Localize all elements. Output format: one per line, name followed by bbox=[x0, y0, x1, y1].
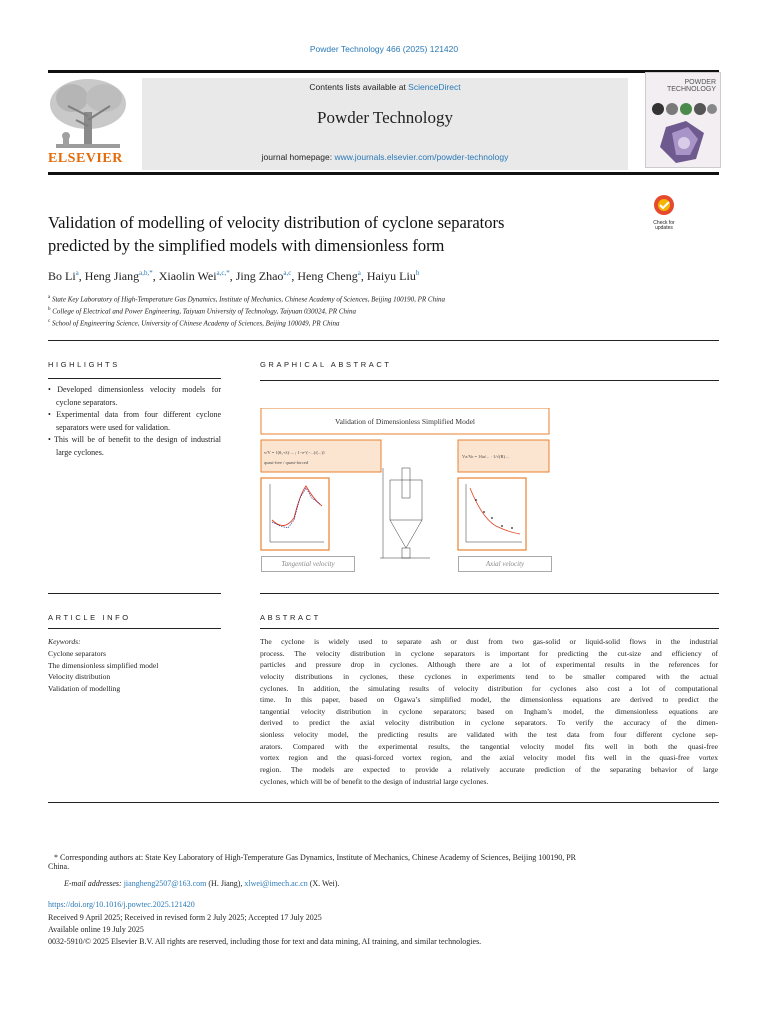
affiliation-c: $^c$ School of Engineering Science, University of Chinese Academy of Sciences, Beijing 100049, PR China bbox=[48, 319, 340, 328]
header-bottom-rule bbox=[48, 172, 719, 175]
author-affiliation-marker: a,c,* bbox=[216, 269, 230, 277]
received-dates: Received 9 April 2025; Received in revised form 2 July 2025; Accepted 17 July 2025 bbox=[48, 913, 322, 922]
author-affiliation-marker: a,b,* bbox=[139, 269, 153, 277]
check-for-updates-badge[interactable] bbox=[648, 194, 680, 231]
author-list: Bo Li$^a$, Heng Jiang$^{a,b,*}$, Xiaolin Wei$^{a,c,*}$, Jing Zhao$^{a,c}$, Heng Cheng$^a$, Haiyu Liu$^b$ bbox=[48, 269, 420, 283]
author-name[interactable]: Heng Jiang bbox=[84, 269, 140, 283]
doi-link[interactable]: https://doi.org/10.1016/j.powtec.2025.121420 bbox=[48, 900, 195, 909]
contents-line: Contents lists available at ScienceDirect bbox=[309, 82, 461, 92]
abstract-line: derived to predict the axial velocity distribution in cyclone separators. To verify the accuracy of the dimen- bbox=[260, 718, 718, 728]
sciencedirect-link[interactable]: ScienceDirect bbox=[408, 82, 461, 92]
author-affiliation-marker: a,c bbox=[283, 269, 292, 277]
graphical-abstract-rule bbox=[260, 380, 719, 381]
article-info-heading: ARTICLE INFO bbox=[48, 613, 131, 622]
highlight-item: • Developed dimensionless velocity models for cyclone separators. bbox=[48, 385, 221, 407]
ga-left-caption: Tangential velocity bbox=[261, 556, 355, 572]
abstract-line: The cyclone is widely used to separate ash or dust from two gas-solid or liquid-solid flows in the industrial bbox=[260, 637, 718, 646]
check-updates-label: Check for updates bbox=[653, 220, 675, 231]
check-updates-icon bbox=[648, 194, 680, 216]
highlights-rule bbox=[48, 378, 221, 379]
available-online: Available online 19 July 2025 bbox=[48, 925, 144, 934]
ga-right-caption: Axial velocity bbox=[458, 556, 552, 572]
author-name[interactable]: Heng Cheng bbox=[297, 269, 358, 283]
email-line: E-mail addresses: jiangheng2507@163.com (H. Jiang), xlwei@imech.ac.cn (X. Wei). bbox=[64, 879, 340, 888]
cover-artwork bbox=[646, 99, 720, 167]
journal-name: Powder Technology bbox=[317, 108, 453, 127]
highlights-heading: HIGHLIGHTS bbox=[48, 360, 120, 369]
publisher-name[interactable]: ELSEVIER bbox=[48, 151, 123, 166]
ga-right-equation: Vz/Vo = 16a/... · 1/√(R) ... bbox=[462, 454, 510, 459]
header-top-rule bbox=[48, 70, 719, 73]
cover-title: POWDER TECHNOLOGY bbox=[666, 79, 716, 93]
journal-cover[interactable] bbox=[645, 72, 721, 168]
highlights-list bbox=[48, 384, 221, 460]
ga-left-equation: v/V = {(θ₁+λ)·... ; 1−e^(−...)/(...)} bbox=[264, 450, 326, 455]
cyclone-sketch bbox=[380, 468, 430, 558]
abstract-rule bbox=[260, 628, 719, 629]
ga-left-equation-2: quasi-free / quasi-forced bbox=[264, 460, 308, 465]
abstract-line: time. In this paper, based on Ogawa’s simplified model, the dimensionless equations are derived to predict the bbox=[260, 695, 718, 705]
abstract-line: tangential velocity distribution in cyclone separators; based on Ingham’s model, the dimensionless equations are bbox=[260, 706, 718, 716]
abstract-heading: ABSTRACT bbox=[260, 613, 321, 622]
author-name[interactable]: Haiyu Liu bbox=[366, 269, 416, 283]
ga-banner-text: Validation of Dimensionless Simplified Model bbox=[335, 417, 475, 426]
journal-reference[interactable]: Powder Technology 466 (2025) 121420 bbox=[309, 44, 459, 54]
email-link-jiang[interactable]: jiangheng2507@163.com bbox=[123, 879, 207, 888]
homepage-line: journal homepage: www.journals.elsevier.com/powder-technology bbox=[261, 152, 509, 162]
abstract-line: velocity distributions in cyclones, these cyclones in experiments tend to be smaller compared with the actual bbox=[260, 671, 718, 681]
corresponding-author-note: * Corresponding authors at: State Key Laboratory of High-Temperature Gas Dynamics, Institute of Mechanics, Chinese Academy of Sciences, Beijing 100190, PR China. bbox=[48, 853, 576, 871]
highlight-item: • This will be of benefit to the design of industrial large cyclones. bbox=[48, 435, 222, 457]
abstract-line: process. The velocity distribution in cyclone separators is important for predicting the cut-size and efficiency of bbox=[260, 648, 718, 658]
author-affiliation-marker: a bbox=[357, 269, 361, 277]
affiliation-rule bbox=[48, 340, 719, 341]
keywords-block bbox=[48, 636, 158, 695]
copyright-line: 0032-5910/© 2025 Elsevier B.V. All rights are reserved, including those for text and data mining, AI training, and similar technologies. bbox=[48, 937, 482, 946]
graphical-abstract-figure bbox=[260, 408, 718, 588]
abstract-line: cyclones, which will be of benefit to the design of industrial large cyclones. bbox=[260, 776, 489, 786]
highlight-item: • Experimental data from four different cyclone separators were used for validation. bbox=[48, 410, 221, 432]
author-name[interactable]: Jing Zhao bbox=[235, 269, 284, 283]
journal-masthead bbox=[142, 78, 628, 170]
article-title: Validation of modelling of velocity distribution of cyclone separators predicted by the simplified models with dimensionless form bbox=[48, 213, 505, 255]
keyword: Validation of modelling bbox=[48, 684, 121, 694]
affiliation-b: $^b$ College of Electrical and Power Engineering, Taiyuan University of Technology, Taiyuan 030024, PR China bbox=[48, 307, 356, 316]
article-info-rule bbox=[48, 628, 221, 629]
abstract-bottom-rule bbox=[48, 802, 719, 803]
graphical-abstract-heading: GRAPHICAL ABSTRACT bbox=[260, 360, 392, 369]
author-affiliation-marker: a bbox=[75, 269, 79, 277]
abstract-line: region. The models are expected to provide a relatively accurate prediction of the separating behavior of large bbox=[260, 764, 718, 774]
abstract-body bbox=[260, 636, 718, 787]
abstract-line: particles and pressure drop in cyclones. Although there are a lot of experimental results in the references for bbox=[260, 660, 718, 670]
keyword: The dimensionless simplified model bbox=[48, 660, 159, 670]
elsevier-tree-logo bbox=[46, 76, 130, 152]
abstract-line: cyclones. In addition, the simulating results of velocity distribution for cyclones also cost a lot of computational bbox=[260, 683, 718, 693]
abstract-line: sionless velocity model, the predicting results are validated with the test data from four different cyclone sep- bbox=[260, 730, 718, 739]
abstract-line: arators. Compared with the experimental results, the tangential velocity model fits well in both the quasi-free bbox=[260, 741, 718, 751]
keywords-label: Keywords: bbox=[48, 637, 81, 646]
graphical-abstract-svg bbox=[260, 408, 550, 574]
affiliation-a: $^a$ State Key Laboratory of High-Temperature Gas Dynamics, Institute of Mechanics, Chinese Academy of Sciences, Beijing 100190, PR China bbox=[48, 295, 446, 304]
email-link-wei[interactable]: xlwei@imech.ac.cn bbox=[244, 879, 308, 888]
keyword: Cyclone separators bbox=[48, 648, 106, 658]
graphical-abstract-bottom-rule bbox=[260, 593, 719, 594]
abstract-line: vortex region and the quasi-forced vortex region, and the axial velocity model fits well in the quasi-free vortex bbox=[260, 753, 718, 763]
author-name[interactable]: Bo Li bbox=[48, 269, 76, 283]
highlights-bottom-rule bbox=[48, 593, 221, 594]
author-affiliation-marker: b bbox=[415, 269, 420, 277]
keyword: Velocity distribution bbox=[48, 672, 111, 682]
homepage-link[interactable]: www.journals.elsevier.com/powder-technology bbox=[334, 152, 509, 162]
author-name[interactable]: Xiaolin Wei bbox=[158, 269, 217, 283]
